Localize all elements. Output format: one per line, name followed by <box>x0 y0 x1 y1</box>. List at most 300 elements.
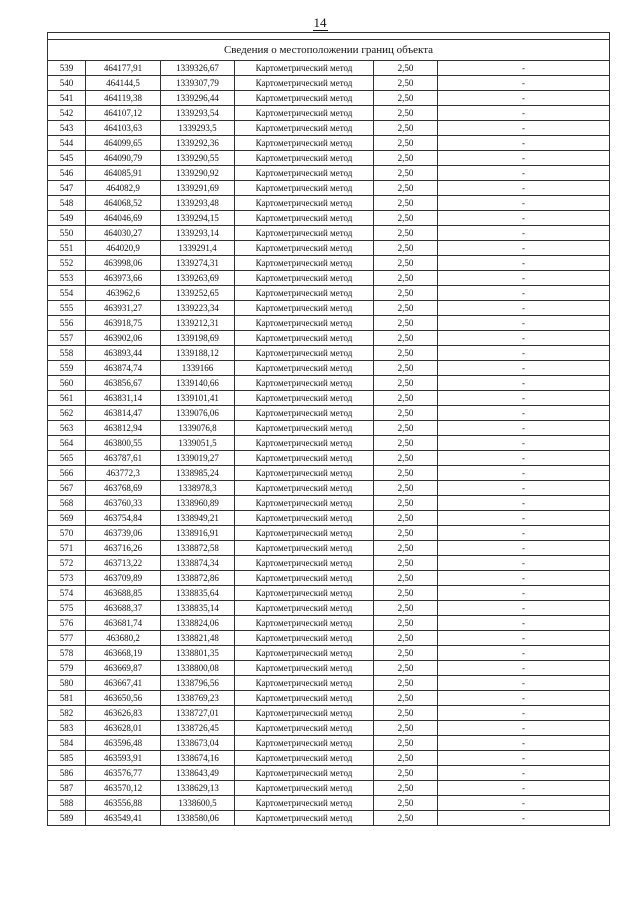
accuracy-cell: 2,50 <box>374 511 438 526</box>
point-number-cell: 539 <box>48 61 86 76</box>
table-row <box>48 646 610 661</box>
accuracy-cell: 2,50 <box>374 391 438 406</box>
description-cell: - <box>438 286 610 301</box>
point-number-cell: 572 <box>48 556 86 571</box>
table-row <box>48 301 610 316</box>
description-cell: - <box>438 481 610 496</box>
description-cell: - <box>438 676 610 691</box>
description-cell: - <box>438 106 610 121</box>
description-cell: - <box>438 436 610 451</box>
accuracy-cell: 2,50 <box>374 286 438 301</box>
table-row <box>48 436 610 451</box>
method-cell: Картометрический метод <box>235 271 374 286</box>
point-number-cell: 559 <box>48 361 86 376</box>
point-number-cell: 567 <box>48 481 86 496</box>
coordinate-x-cell: 463754,84 <box>86 511 161 526</box>
table-row <box>48 706 610 721</box>
accuracy-cell: 2,50 <box>374 196 438 211</box>
method-cell: Картометрический метод <box>235 586 374 601</box>
table-row <box>48 466 610 481</box>
coordinate-y-cell: 1339293,14 <box>161 226 235 241</box>
table-row <box>48 76 610 91</box>
accuracy-cell: 2,50 <box>374 691 438 706</box>
point-number-cell: 587 <box>48 781 86 796</box>
coordinate-x-cell: 463669,87 <box>86 661 161 676</box>
method-cell: Картометрический метод <box>235 541 374 556</box>
coordinate-x-cell: 463918,75 <box>86 316 161 331</box>
point-number-cell: 543 <box>48 121 86 136</box>
method-cell: Картометрический метод <box>235 436 374 451</box>
coordinate-y-cell: 1338835,64 <box>161 586 235 601</box>
method-cell: Картометрический метод <box>235 166 374 181</box>
table-row <box>48 421 610 436</box>
method-cell: Картометрический метод <box>235 601 374 616</box>
coordinate-y-cell: 1339291,4 <box>161 241 235 256</box>
coordinate-y-cell: 1339293,54 <box>161 106 235 121</box>
coordinate-x-cell: 463787,61 <box>86 451 161 466</box>
method-cell: Картометрический метод <box>235 616 374 631</box>
accuracy-cell: 2,50 <box>374 421 438 436</box>
coordinate-y-cell: 1339019,27 <box>161 451 235 466</box>
coordinate-y-cell: 1339263,69 <box>161 271 235 286</box>
table-row <box>48 661 610 676</box>
accuracy-cell: 2,50 <box>374 76 438 91</box>
accuracy-cell: 2,50 <box>374 586 438 601</box>
description-cell: - <box>438 541 610 556</box>
table-row <box>48 811 610 826</box>
coordinate-x-cell: 463831,14 <box>86 391 161 406</box>
coordinate-y-cell: 1339290,55 <box>161 151 235 166</box>
method-cell: Картометрический метод <box>235 106 374 121</box>
table-row <box>48 451 610 466</box>
method-cell: Картометрический метод <box>235 226 374 241</box>
table-row <box>48 751 610 766</box>
table-row <box>48 61 610 76</box>
coordinate-y-cell: 1339290,92 <box>161 166 235 181</box>
description-cell: - <box>438 226 610 241</box>
coordinate-y-cell: 1339292,36 <box>161 136 235 151</box>
description-cell: - <box>438 751 610 766</box>
method-cell: Картометрический метод <box>235 736 374 751</box>
method-cell: Картометрический метод <box>235 391 374 406</box>
description-cell: - <box>438 361 610 376</box>
accuracy-cell: 2,50 <box>374 226 438 241</box>
coordinate-y-cell: 1338978,3 <box>161 481 235 496</box>
coordinate-x-cell: 464177,91 <box>86 61 161 76</box>
point-number-cell: 557 <box>48 331 86 346</box>
coordinate-y-cell: 1338824,06 <box>161 616 235 631</box>
coordinate-y-cell: 1338727,01 <box>161 706 235 721</box>
description-cell: - <box>438 511 610 526</box>
table-row <box>48 241 610 256</box>
coordinate-y-cell: 1339140,66 <box>161 376 235 391</box>
method-cell: Картометрический метод <box>235 451 374 466</box>
description-cell: - <box>438 466 610 481</box>
method-cell: Картометрический метод <box>235 121 374 136</box>
accuracy-cell: 2,50 <box>374 376 438 391</box>
table-row <box>48 526 610 541</box>
accuracy-cell: 2,50 <box>374 181 438 196</box>
method-cell: Картометрический метод <box>235 496 374 511</box>
point-number-cell: 562 <box>48 406 86 421</box>
boundary-coordinates-table <box>47 32 610 826</box>
table-row <box>48 226 610 241</box>
table-row <box>48 196 610 211</box>
table-row <box>48 286 610 301</box>
coordinate-y-cell: 1338985,24 <box>161 466 235 481</box>
description-cell: - <box>438 766 610 781</box>
description-cell: - <box>438 811 610 826</box>
coordinate-x-cell: 463626,83 <box>86 706 161 721</box>
coordinate-y-cell: 1338580,06 <box>161 811 235 826</box>
accuracy-cell: 2,50 <box>374 166 438 181</box>
coordinate-x-cell: 463628,01 <box>86 721 161 736</box>
table-row <box>48 586 610 601</box>
table-row <box>48 316 610 331</box>
coordinate-y-cell: 1339307,79 <box>161 76 235 91</box>
table-row <box>48 616 610 631</box>
description-cell: - <box>438 346 610 361</box>
point-number-cell: 575 <box>48 601 86 616</box>
point-number-cell: 580 <box>48 676 86 691</box>
method-cell: Картометрический метод <box>235 61 374 76</box>
point-number-cell: 571 <box>48 541 86 556</box>
table-row <box>48 361 610 376</box>
coordinate-y-cell: 1338600,5 <box>161 796 235 811</box>
method-cell: Картометрический метод <box>235 211 374 226</box>
coordinate-x-cell: 464046,69 <box>86 211 161 226</box>
coordinate-x-cell: 463688,37 <box>86 601 161 616</box>
accuracy-cell: 2,50 <box>374 346 438 361</box>
point-number-cell: 578 <box>48 646 86 661</box>
coordinate-x-cell: 463800,55 <box>86 436 161 451</box>
coordinate-x-cell: 463668,19 <box>86 646 161 661</box>
description-cell: - <box>438 496 610 511</box>
coordinate-x-cell: 464085,91 <box>86 166 161 181</box>
method-cell: Картометрический метод <box>235 766 374 781</box>
coordinate-x-cell: 463556,88 <box>86 796 161 811</box>
description-cell: - <box>438 241 610 256</box>
description-cell: - <box>438 151 610 166</box>
table-row <box>48 781 610 796</box>
table-row <box>48 691 610 706</box>
description-cell: - <box>438 526 610 541</box>
method-cell: Картометрический метод <box>235 526 374 541</box>
point-number-cell: 555 <box>48 301 86 316</box>
point-number-cell: 542 <box>48 106 86 121</box>
coordinate-y-cell: 1339291,69 <box>161 181 235 196</box>
coordinate-x-cell: 463760,33 <box>86 496 161 511</box>
description-cell: - <box>438 781 610 796</box>
coordinate-y-cell: 1338801,35 <box>161 646 235 661</box>
table-row <box>48 766 610 781</box>
table-row <box>48 376 610 391</box>
table-row <box>48 166 610 181</box>
method-cell: Картометрический метод <box>235 811 374 826</box>
table-row <box>48 736 610 751</box>
method-cell: Картометрический метод <box>235 91 374 106</box>
point-number-cell: 554 <box>48 286 86 301</box>
point-number-cell: 552 <box>48 256 86 271</box>
point-number-cell: 556 <box>48 316 86 331</box>
coordinate-y-cell: 1339188,12 <box>161 346 235 361</box>
point-number-cell: 581 <box>48 691 86 706</box>
method-cell: Картометрический метод <box>235 151 374 166</box>
page-number-text: 14 <box>313 15 327 30</box>
coordinate-x-cell: 464090,79 <box>86 151 161 166</box>
table-row <box>48 541 610 556</box>
point-number-cell: 573 <box>48 571 86 586</box>
description-cell: - <box>438 391 610 406</box>
point-number-cell: 568 <box>48 496 86 511</box>
method-cell: Картометрический метод <box>235 646 374 661</box>
point-number-cell: 564 <box>48 436 86 451</box>
method-cell: Картометрический метод <box>235 376 374 391</box>
description-cell: - <box>438 406 610 421</box>
method-cell: Картометрический метод <box>235 421 374 436</box>
accuracy-cell: 2,50 <box>374 316 438 331</box>
coordinate-x-cell: 464119,38 <box>86 91 161 106</box>
description-cell: - <box>438 586 610 601</box>
accuracy-cell: 2,50 <box>374 241 438 256</box>
accuracy-cell: 2,50 <box>374 61 438 76</box>
accuracy-cell: 2,50 <box>374 571 438 586</box>
coordinate-x-cell: 463902,06 <box>86 331 161 346</box>
coordinate-y-cell: 1338872,86 <box>161 571 235 586</box>
accuracy-cell: 2,50 <box>374 736 438 751</box>
coordinate-y-cell: 1338674,16 <box>161 751 235 766</box>
point-number-cell: 553 <box>48 271 86 286</box>
coordinate-y-cell: 1339198,69 <box>161 331 235 346</box>
coordinate-x-cell: 463713,22 <box>86 556 161 571</box>
method-cell: Картометрический метод <box>235 466 374 481</box>
accuracy-cell: 2,50 <box>374 721 438 736</box>
coordinate-y-cell: 1338796,56 <box>161 676 235 691</box>
accuracy-cell: 2,50 <box>374 661 438 676</box>
coordinate-y-cell: 1339223,34 <box>161 301 235 316</box>
coordinate-x-cell: 464020,9 <box>86 241 161 256</box>
coordinate-x-cell: 463739,06 <box>86 526 161 541</box>
coordinate-x-cell: 464030,27 <box>86 226 161 241</box>
coordinate-y-cell: 1339296,44 <box>161 91 235 106</box>
point-number-cell: 577 <box>48 631 86 646</box>
point-number-cell: 546 <box>48 166 86 181</box>
method-cell: Картометрический метод <box>235 571 374 586</box>
method-cell: Картометрический метод <box>235 631 374 646</box>
coordinate-x-cell: 463998,06 <box>86 256 161 271</box>
method-cell: Картометрический метод <box>235 301 374 316</box>
coordinate-y-cell: 1339293,48 <box>161 196 235 211</box>
table-row <box>48 211 610 226</box>
description-cell: - <box>438 661 610 676</box>
coordinate-y-cell: 1338821,48 <box>161 631 235 646</box>
accuracy-cell: 2,50 <box>374 151 438 166</box>
description-cell: - <box>438 796 610 811</box>
coordinate-y-cell: 1338835,14 <box>161 601 235 616</box>
coordinate-x-cell: 463688,85 <box>86 586 161 601</box>
point-number-cell: 588 <box>48 796 86 811</box>
accuracy-cell: 2,50 <box>374 466 438 481</box>
coordinate-y-cell: 1339274,31 <box>161 256 235 271</box>
coordinate-y-cell: 1339076,06 <box>161 406 235 421</box>
description-cell: - <box>438 376 610 391</box>
description-cell: - <box>438 91 610 106</box>
coordinate-x-cell: 463893,44 <box>86 346 161 361</box>
description-cell: - <box>438 601 610 616</box>
coordinate-y-cell: 1338800,08 <box>161 661 235 676</box>
method-cell: Картометрический метод <box>235 286 374 301</box>
point-number-cell: 574 <box>48 586 86 601</box>
method-cell: Картометрический метод <box>235 331 374 346</box>
accuracy-cell: 2,50 <box>374 541 438 556</box>
description-cell: - <box>438 721 610 736</box>
point-number-cell: 566 <box>48 466 86 481</box>
coordinate-y-cell: 1339293,5 <box>161 121 235 136</box>
table-row <box>48 676 610 691</box>
accuracy-cell: 2,50 <box>374 631 438 646</box>
table-row <box>48 496 610 511</box>
coordinate-x-cell: 463768,69 <box>86 481 161 496</box>
coordinate-y-cell: 1338874,34 <box>161 556 235 571</box>
coordinate-x-cell: 463549,41 <box>86 811 161 826</box>
accuracy-cell: 2,50 <box>374 211 438 226</box>
point-number-cell: 541 <box>48 91 86 106</box>
coordinate-y-cell: 1338769,23 <box>161 691 235 706</box>
coordinate-x-cell: 463814,47 <box>86 406 161 421</box>
point-number-cell: 583 <box>48 721 86 736</box>
description-cell: - <box>438 166 610 181</box>
method-cell: Картометрический метод <box>235 481 374 496</box>
accuracy-cell: 2,50 <box>374 361 438 376</box>
table-row <box>48 511 610 526</box>
description-cell: - <box>438 556 610 571</box>
description-cell: - <box>438 271 610 286</box>
method-cell: Картометрический метод <box>235 721 374 736</box>
table-row <box>48 91 610 106</box>
table-row <box>48 721 610 736</box>
coordinate-y-cell: 1338726,45 <box>161 721 235 736</box>
coordinate-x-cell: 463596,48 <box>86 736 161 751</box>
description-cell: - <box>438 451 610 466</box>
point-number-cell: 589 <box>48 811 86 826</box>
point-number-cell: 570 <box>48 526 86 541</box>
point-number-cell: 547 <box>48 181 86 196</box>
accuracy-cell: 2,50 <box>374 256 438 271</box>
coordinate-y-cell: 1338872,58 <box>161 541 235 556</box>
table-title-row <box>48 40 610 61</box>
accuracy-cell: 2,50 <box>374 556 438 571</box>
description-cell: - <box>438 76 610 91</box>
point-number-cell: 545 <box>48 151 86 166</box>
description-cell: - <box>438 571 610 586</box>
accuracy-cell: 2,50 <box>374 706 438 721</box>
method-cell: Картометрический метод <box>235 556 374 571</box>
coordinate-x-cell: 463570,12 <box>86 781 161 796</box>
table-spacer-row <box>48 33 610 40</box>
accuracy-cell: 2,50 <box>374 451 438 466</box>
coordinate-x-cell: 463576,77 <box>86 766 161 781</box>
table-row <box>48 631 610 646</box>
point-number-cell: 569 <box>48 511 86 526</box>
accuracy-cell: 2,50 <box>374 481 438 496</box>
coordinate-y-cell: 1339326,67 <box>161 61 235 76</box>
coordinate-x-cell: 463681,74 <box>86 616 161 631</box>
point-number-cell: 549 <box>48 211 86 226</box>
point-number-cell: 585 <box>48 751 86 766</box>
coordinate-y-cell: 1338629,13 <box>161 781 235 796</box>
point-number-cell: 576 <box>48 616 86 631</box>
accuracy-cell: 2,50 <box>374 751 438 766</box>
coordinate-x-cell: 463931,27 <box>86 301 161 316</box>
point-number-cell: 550 <box>48 226 86 241</box>
description-cell: - <box>438 421 610 436</box>
accuracy-cell: 2,50 <box>374 121 438 136</box>
coordinate-y-cell: 1339252,65 <box>161 286 235 301</box>
coordinate-x-cell: 464103,63 <box>86 121 161 136</box>
accuracy-cell: 2,50 <box>374 301 438 316</box>
description-cell: - <box>438 631 610 646</box>
method-cell: Картометрический метод <box>235 241 374 256</box>
accuracy-cell: 2,50 <box>374 601 438 616</box>
method-cell: Картометрический метод <box>235 661 374 676</box>
coordinate-y-cell: 1339051,5 <box>161 436 235 451</box>
method-cell: Картометрический метод <box>235 346 374 361</box>
coordinate-x-cell: 463973,66 <box>86 271 161 286</box>
table-row <box>48 181 610 196</box>
description-cell: - <box>438 301 610 316</box>
coordinate-y-cell: 1339212,31 <box>161 316 235 331</box>
point-number-cell: 548 <box>48 196 86 211</box>
coordinate-y-cell: 1338960,89 <box>161 496 235 511</box>
accuracy-cell: 2,50 <box>374 91 438 106</box>
accuracy-cell: 2,50 <box>374 766 438 781</box>
description-cell: - <box>438 616 610 631</box>
accuracy-cell: 2,50 <box>374 406 438 421</box>
description-cell: - <box>438 121 610 136</box>
description-cell: - <box>438 211 610 226</box>
table-row <box>48 256 610 271</box>
table-row <box>48 346 610 361</box>
coordinate-y-cell: 1338916,91 <box>161 526 235 541</box>
point-number-cell: 579 <box>48 661 86 676</box>
point-number-cell: 544 <box>48 136 86 151</box>
coordinate-x-cell: 464107,12 <box>86 106 161 121</box>
coordinate-x-cell: 463650,56 <box>86 691 161 706</box>
table-body <box>48 33 610 826</box>
coordinate-x-cell: 464144,5 <box>86 76 161 91</box>
table-row <box>48 271 610 286</box>
description-cell: - <box>438 331 610 346</box>
method-cell: Картометрический метод <box>235 796 374 811</box>
table-row <box>48 571 610 586</box>
coordinate-x-cell: 463667,41 <box>86 676 161 691</box>
method-cell: Картометрический метод <box>235 676 374 691</box>
table-title: Сведения о местоположении границ объекта <box>48 40 610 61</box>
point-number-cell: 565 <box>48 451 86 466</box>
coordinate-x-cell: 463593,91 <box>86 751 161 766</box>
coordinate-x-cell: 463772,3 <box>86 466 161 481</box>
accuracy-cell: 2,50 <box>374 796 438 811</box>
point-number-cell: 582 <box>48 706 86 721</box>
method-cell: Картометрический метод <box>235 691 374 706</box>
method-cell: Картометрический метод <box>235 316 374 331</box>
description-cell: - <box>438 316 610 331</box>
accuracy-cell: 2,50 <box>374 436 438 451</box>
method-cell: Картометрический метод <box>235 751 374 766</box>
method-cell: Картометрический метод <box>235 781 374 796</box>
coordinate-x-cell: 463856,67 <box>86 376 161 391</box>
table-row <box>48 136 610 151</box>
